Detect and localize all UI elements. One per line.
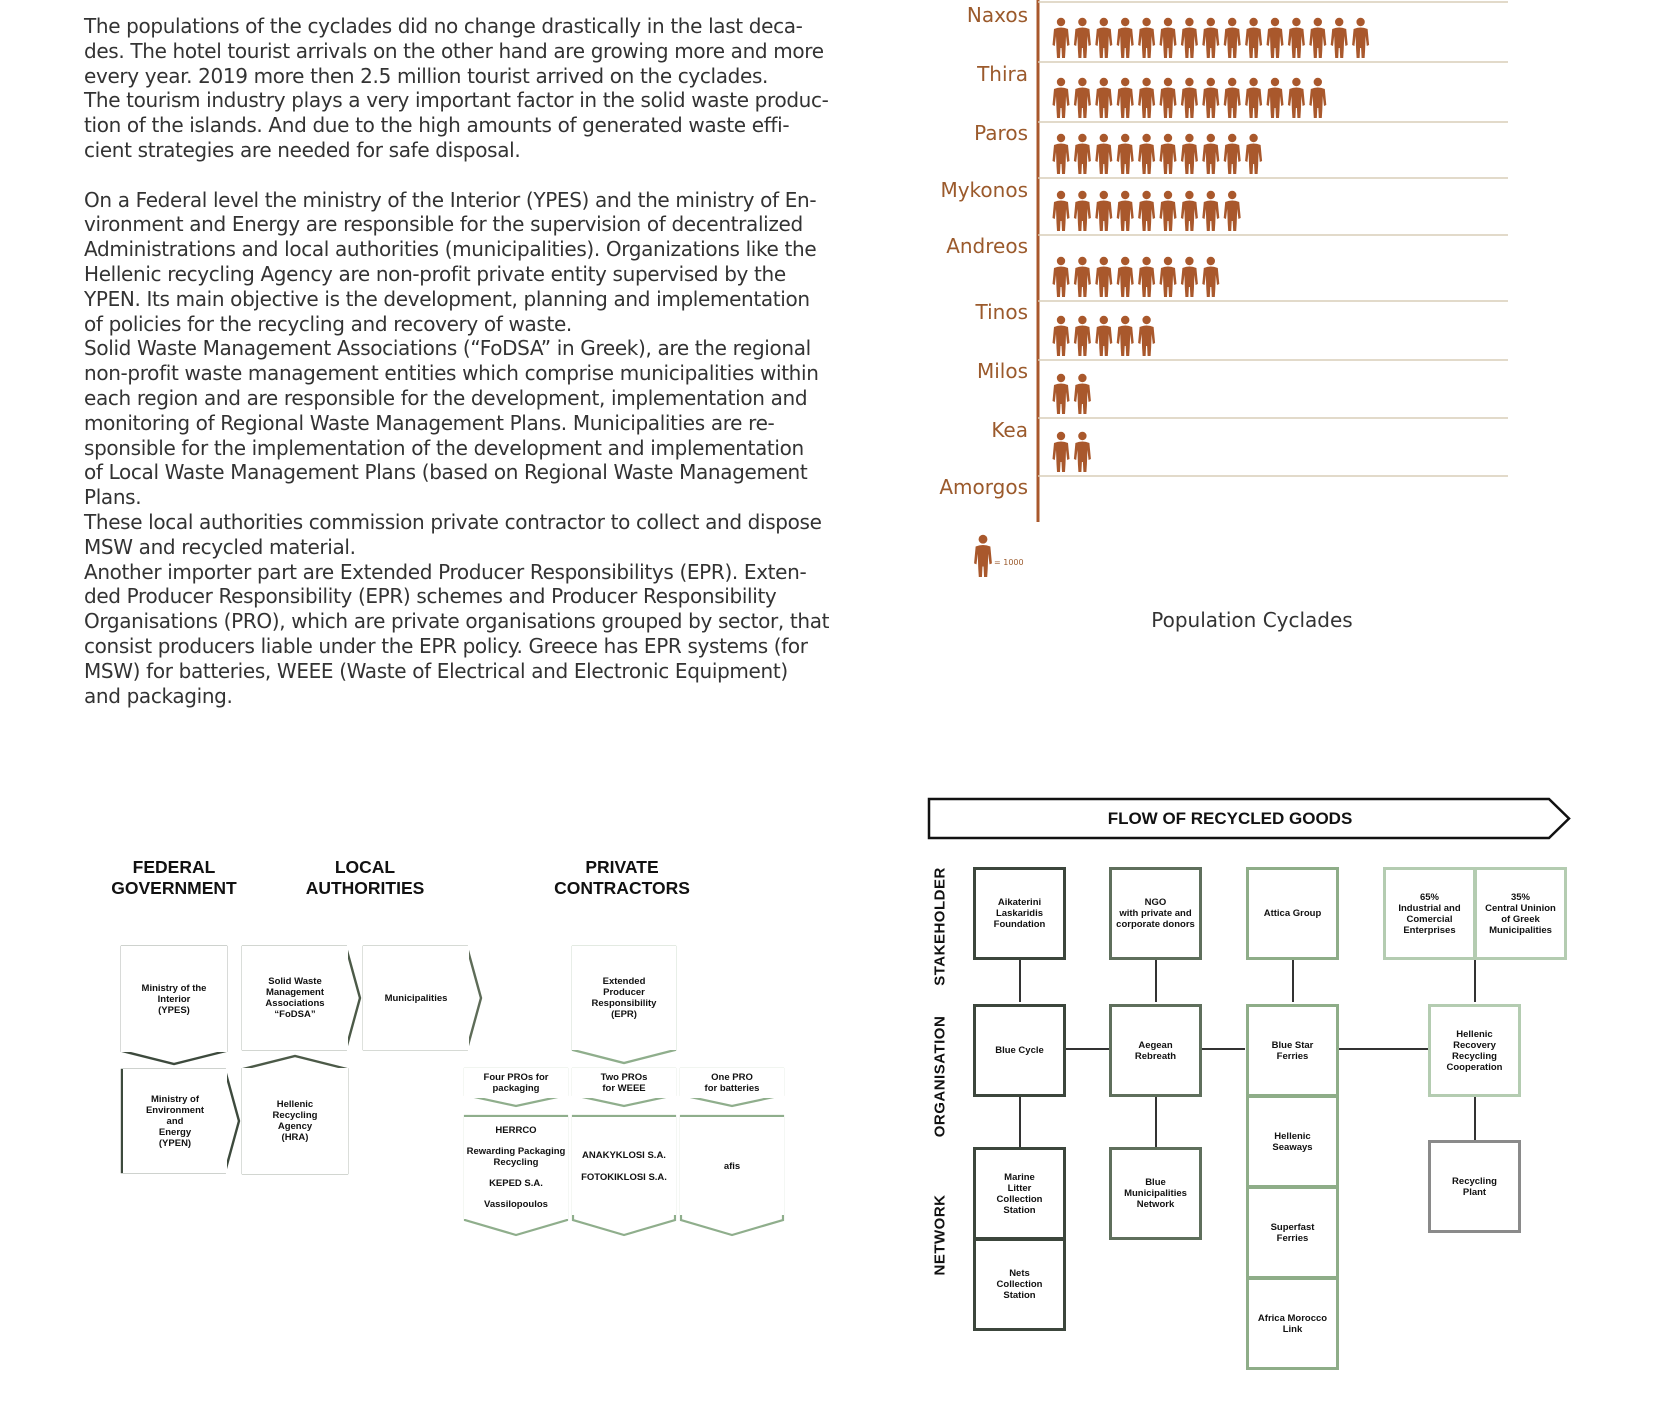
- person-icon: [1267, 78, 1284, 118]
- box-pro-weee: Two PROs for WEEE: [572, 1068, 676, 1098]
- person-icon: [1288, 78, 1305, 118]
- person-icon: [1245, 134, 1262, 174]
- person-icon: [1138, 191, 1155, 231]
- connector: [1019, 1094, 1021, 1150]
- box-ministry-interior: Ministry of the Interior (YPES): [121, 946, 227, 1052]
- box-attica-group: Attica Group: [1246, 867, 1339, 960]
- connector: [1337, 1048, 1428, 1050]
- person-icon: [1160, 18, 1177, 58]
- text-line: These local authorities commission private contractor to collect and dispose: [84, 509, 822, 534]
- text-line: Hellenic recycling Agency are non-profit private entity supervised by the: [84, 261, 786, 286]
- box-africa-morocco: Africa Morocco Link: [1246, 1277, 1339, 1370]
- person-icon: [1245, 78, 1262, 118]
- person-icon: [1074, 374, 1091, 414]
- person-icon: [1053, 374, 1070, 414]
- island-label: Paros: [974, 121, 1028, 145]
- person-icon: [1267, 18, 1284, 58]
- person-icon: [1053, 432, 1070, 472]
- person-icon: [1309, 78, 1326, 118]
- flow-title: FLOW OF RECYCLED GOODS: [1107, 809, 1353, 828]
- person-icon: [1095, 18, 1112, 58]
- connector: [1155, 958, 1157, 1002]
- person-icon: [1074, 257, 1091, 297]
- legend-person-icon: [974, 535, 992, 577]
- person-icon: [1160, 78, 1177, 118]
- text-line: MSW) for batteries, WEEE (Waste of Electrical and Electronic Equipment): [84, 658, 788, 683]
- person-icon: [1202, 78, 1219, 118]
- text-line: des. The hotel tourist arrivals on the other hand are growing more and more: [84, 38, 824, 63]
- header-federal-government: FEDERAL GOVERNMENT: [111, 857, 237, 898]
- person-icon: [1160, 191, 1177, 231]
- text-line: sponsible for the implementation of the development and implementation: [84, 435, 804, 460]
- person-icon: [1053, 257, 1070, 297]
- text-line: tion of the islands. And due to the high amounts of generated waste effi-: [84, 113, 790, 138]
- person-icon: [1352, 18, 1369, 58]
- person-icon: [1181, 18, 1198, 58]
- box-hellenic-recovery: Hellenic Recovery Recycling Cooperation: [1428, 1004, 1521, 1097]
- person-icon: [1074, 134, 1091, 174]
- person-icon: [1309, 18, 1326, 58]
- person-icon: [1224, 18, 1241, 58]
- person-icon: [1138, 134, 1155, 174]
- connector: [1200, 1048, 1245, 1050]
- box-municipalities: Municipalities: [363, 946, 469, 1050]
- island-label: Tinos: [975, 300, 1028, 324]
- person-icon: [1331, 18, 1348, 58]
- chart-caption: Population Cyclades: [1151, 608, 1353, 632]
- box-aegean-rebreath: Aegean Rebreath: [1109, 1004, 1202, 1097]
- header-local-authorities: LOCAL AUTHORITIES: [305, 857, 425, 898]
- text-line: The populations of the cyclades did no change drastically in the last deca-: [84, 14, 803, 38]
- box-fodsa: Solid Waste Management Associations “FoDSA”: [242, 946, 348, 1050]
- box-blue-cycle: Blue Cycle: [973, 1004, 1066, 1097]
- box-aikaterini-laskaridis: Aikaterini Laskaridis Foundation: [973, 867, 1066, 960]
- person-icon: [1074, 191, 1091, 231]
- box-hra: Hellenic Recycling Agency (HRA): [242, 1068, 348, 1174]
- person-icon: [1202, 191, 1219, 231]
- text-line: YPEN. Its main objective is the development, planning and implementation: [84, 286, 810, 311]
- box-blue-municipalities: Blue Municipalities Network: [1109, 1147, 1202, 1240]
- person-icon: [1053, 18, 1070, 58]
- header-private-contractors: PRIVATE CONTRACTORS: [554, 857, 690, 898]
- person-icon: [1117, 134, 1134, 174]
- person-icon: [1138, 257, 1155, 297]
- population-chart: [0, 0, 1670, 700]
- text-line: vironment and Energy are responsible for the supervision of decentralized: [84, 212, 803, 237]
- box-battery-orgs: afis: [680, 1117, 784, 1215]
- text-line: ded Producer Responsibility (EPR) schemes and Producer Responsibility: [84, 584, 777, 609]
- person-icon: [1181, 134, 1198, 174]
- person-icon: [1117, 257, 1134, 297]
- text-line: On a Federal level the ministry of the Interior (YPES) and the ministry of En-: [84, 187, 817, 212]
- box-ministry-environment: Ministry of Environment and Energy (YPEN): [123, 1069, 227, 1173]
- text-line: Solid Waste Management Associations (“FoDSA” in Greek), are the regional: [84, 336, 811, 361]
- text-line: MSW and recycled material.: [84, 534, 356, 559]
- text-line: of policies for the recycling and recovery of waste.: [84, 311, 572, 336]
- connector: [1292, 958, 1294, 1002]
- box-pro-packaging: Four PROs for packaging: [464, 1068, 568, 1098]
- person-icon: [1053, 191, 1070, 231]
- person-icon: [1138, 78, 1155, 118]
- box-nets-collection: Nets Collection Station: [973, 1238, 1066, 1331]
- box-hellenic-seaways: Hellenic Seaways: [1246, 1095, 1339, 1188]
- person-icon: [1095, 134, 1112, 174]
- row-label-organisation: ORGANISATION: [931, 1015, 949, 1138]
- person-icon: [1117, 191, 1134, 231]
- text-line: and packaging.: [84, 683, 233, 708]
- person-icon: [1202, 18, 1219, 58]
- person-icon: [1074, 18, 1091, 58]
- person-icon: [1224, 78, 1241, 118]
- island-label: Kea: [991, 418, 1028, 442]
- person-icon: [1095, 78, 1112, 118]
- box-industrial-enterprises: 65% Industrial and Comercial Enterprises: [1383, 867, 1476, 960]
- box-weee-orgs: ANAKYKLOSI S.A. FOTOKIKLOSI S.A.: [572, 1117, 676, 1215]
- person-icon: [1181, 191, 1198, 231]
- island-label: Naxos: [966, 3, 1028, 27]
- person-icon: [1053, 134, 1070, 174]
- box-central-union: 35% Central Uninion of Greek Municipalities: [1474, 867, 1567, 960]
- legend-label: = 1000: [994, 558, 1024, 567]
- person-icon: [1053, 316, 1070, 356]
- text-line: consist producers liable under the EPR policy. Greece has EPR systems (for: [84, 633, 808, 658]
- island-label: Mykonos: [940, 178, 1028, 202]
- person-icon: [1138, 18, 1155, 58]
- box-marine-litter: Marine Litter Collection Station: [973, 1147, 1066, 1240]
- text-line: every year. 2019 more then 2.5 million tourist arrived on the cyclades.: [84, 63, 769, 88]
- person-icon: [1117, 316, 1134, 356]
- island-label: Thira: [977, 62, 1028, 86]
- person-icon: [1160, 257, 1177, 297]
- person-icon: [1074, 316, 1091, 356]
- text-line: monitoring of Regional Waste Management Plans. Municipalities are re-: [84, 410, 775, 435]
- person-icon: [1095, 257, 1112, 297]
- person-icon: [1288, 18, 1305, 58]
- person-icon: [1181, 257, 1198, 297]
- connector: [1064, 1048, 1109, 1050]
- connector: [1019, 958, 1021, 1002]
- box-pro-batteries: One PRO for batteries: [680, 1068, 784, 1098]
- box-superfast-ferries: Superfast Ferries: [1246, 1186, 1339, 1279]
- person-icon: [1074, 78, 1091, 118]
- island-label: Milos: [976, 359, 1028, 383]
- text-line: cient strategies are needed for safe disposal.: [84, 137, 521, 162]
- island-label: Andreos: [946, 234, 1028, 258]
- text-line: Organisations (PRO), which are private organisations grouped by sector, that: [84, 609, 830, 634]
- connector: [1474, 958, 1476, 1002]
- box-blue-star-ferries: Blue Star Ferries: [1246, 1004, 1339, 1097]
- box-recycling-plant: Recycling Plant: [1428, 1140, 1521, 1233]
- person-icon: [1224, 134, 1241, 174]
- person-icon: [1160, 134, 1177, 174]
- person-icon: [1053, 78, 1070, 118]
- text-line: non-profit waste management entities which comprise municipalities within: [84, 361, 819, 386]
- person-icon: [1245, 18, 1262, 58]
- box-ngo: NGO with private and corporate donors: [1109, 867, 1202, 960]
- text-line: Administrations and local authorities (municipalities). Organizations like the: [84, 237, 817, 262]
- person-icon: [1117, 18, 1134, 58]
- connector: [1155, 1094, 1157, 1150]
- text-line: Plans.: [84, 485, 142, 510]
- row-label-stakeholder: STAKEHOLDER: [931, 867, 949, 986]
- text-line: of Local Waste Management Plans (based on Regional Waste Management: [84, 460, 808, 485]
- person-icon: [1202, 257, 1219, 297]
- person-icon: [1181, 78, 1198, 118]
- person-icon: [1117, 78, 1134, 118]
- person-icon: [1095, 191, 1112, 231]
- person-icon: [1095, 316, 1112, 356]
- text-line: each region and are responsible for the development, implementation and: [84, 385, 808, 410]
- person-icon: [1224, 191, 1241, 231]
- text-line: The tourism industry plays a very important factor in the solid waste produc-: [84, 88, 829, 113]
- row-label-network: NETWORK: [931, 1194, 949, 1276]
- box-packaging-orgs: HERRCO Rewarding Packaging Recycling KEPED S.A. Vassilopoulos: [464, 1117, 568, 1219]
- text-line: Another importer part are Extended Producer Responsibilitys (EPR). Exten-: [84, 559, 807, 584]
- person-icon: [1074, 432, 1091, 472]
- island-label: Amorgos: [939, 475, 1028, 499]
- box-epr: Extended Producer Responsibility (EPR): [572, 946, 676, 1050]
- person-icon: [1138, 316, 1155, 356]
- person-icon: [1202, 134, 1219, 174]
